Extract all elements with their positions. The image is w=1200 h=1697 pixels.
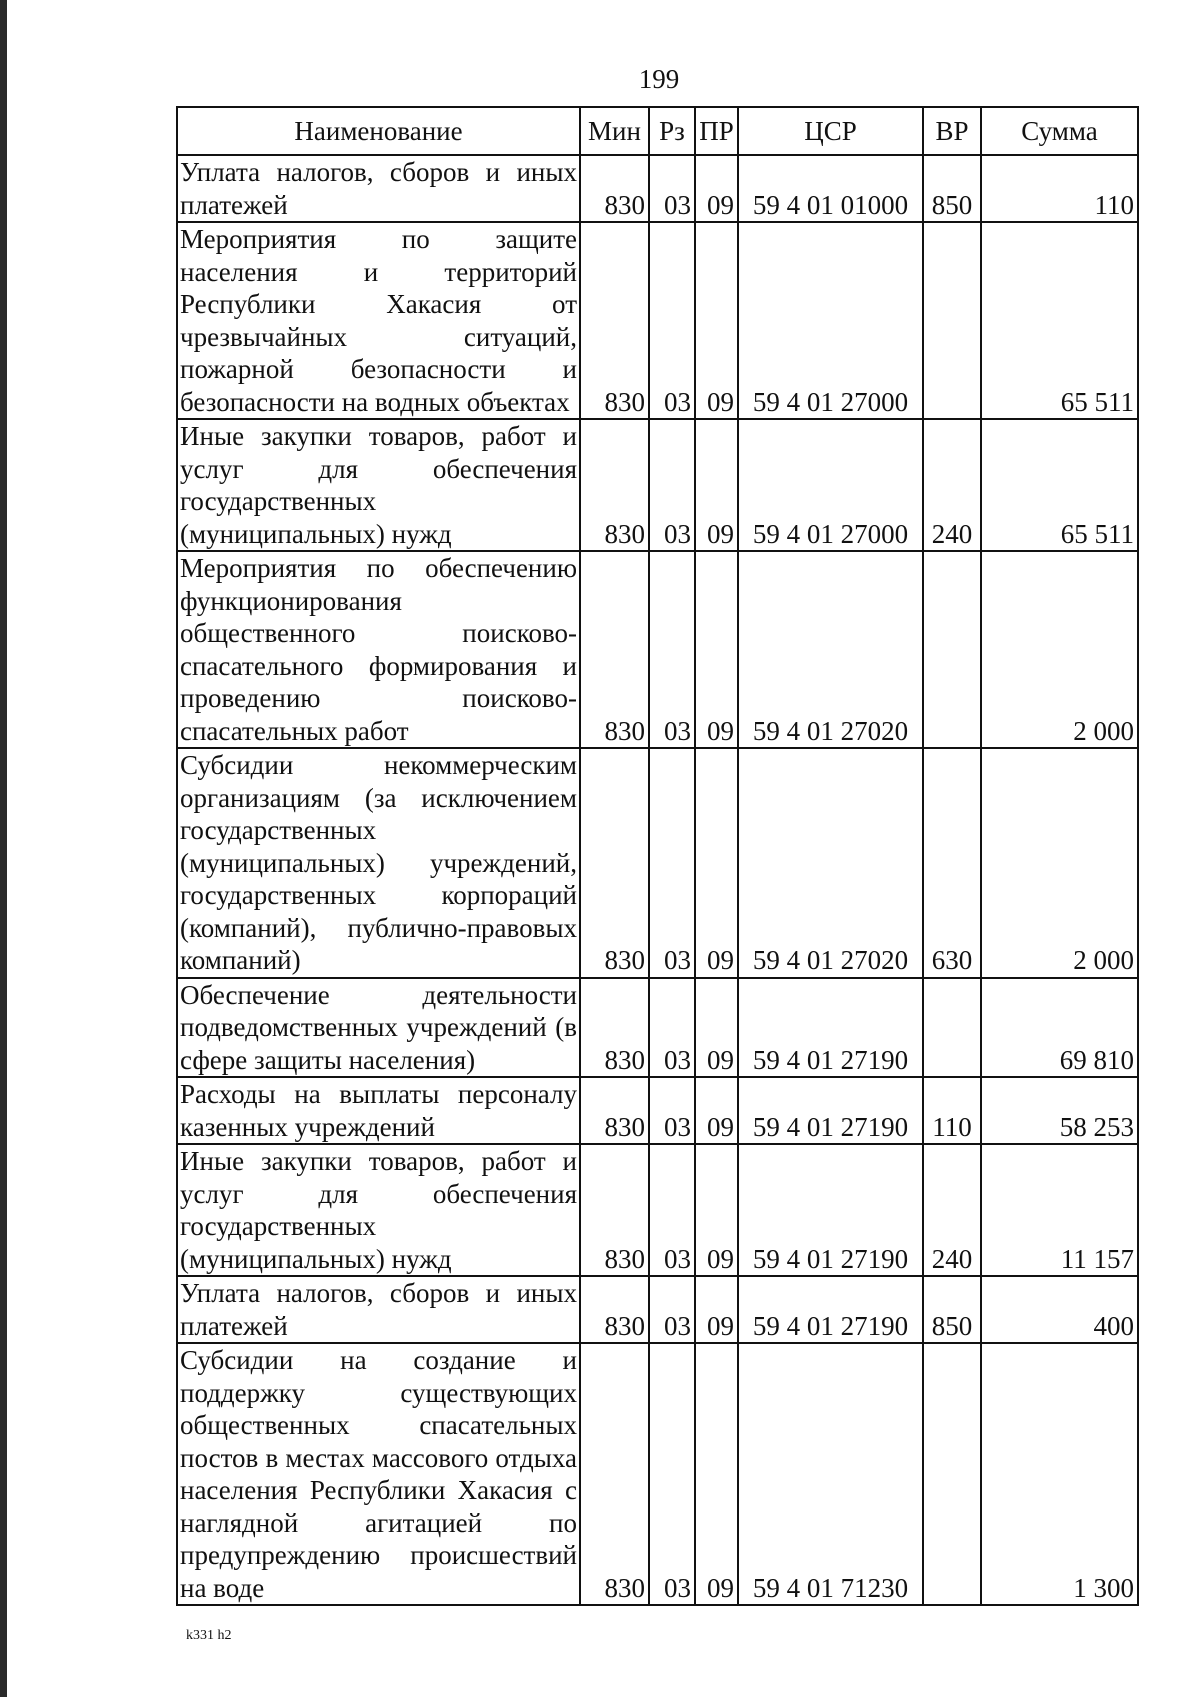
cell-min: 830 bbox=[580, 222, 649, 419]
cell-rz: 03 bbox=[649, 978, 695, 1078]
scan-left-edge bbox=[0, 0, 7, 1697]
table-row bbox=[177, 1144, 1138, 1276]
table-row bbox=[177, 222, 1138, 419]
cell-name: Уплата налогов, сборов и иных платежей bbox=[177, 155, 580, 222]
header-name: Наименование bbox=[177, 107, 580, 155]
cell-sum: 2 000 bbox=[981, 748, 1138, 978]
cell-min: 830 bbox=[580, 419, 649, 551]
cell-pr: 09 bbox=[695, 1276, 738, 1343]
cell-rz: 03 bbox=[649, 419, 695, 551]
cell-name: Уплата налогов, сборов и иных платежей bbox=[177, 1276, 580, 1343]
cell-sum: 2 000 bbox=[981, 551, 1138, 748]
cell-name: Обеспечение деятельности подведомственных учреждений (в сфере защиты населения) bbox=[177, 978, 580, 1078]
cell-csr: 59 4 01 27190 bbox=[738, 978, 923, 1078]
cell-pr: 09 bbox=[695, 1077, 738, 1144]
cell-vr bbox=[923, 1343, 981, 1605]
cell-pr: 09 bbox=[695, 551, 738, 748]
cell-vr: 110 bbox=[923, 1077, 981, 1144]
budget-table bbox=[176, 106, 1139, 1606]
table-row bbox=[177, 155, 1138, 222]
table-row bbox=[177, 748, 1138, 978]
cell-name: Субсидии на создание и поддержку существующих общественных спасательных постов в местах массового отдыха населения Республики Хакасия с наглядной агитацией по предупреждению происшествий на воде bbox=[177, 1343, 580, 1605]
cell-min: 830 bbox=[580, 1343, 649, 1605]
cell-csr: 59 4 01 27190 bbox=[738, 1276, 923, 1343]
table-row bbox=[177, 419, 1138, 551]
cell-rz: 03 bbox=[649, 1343, 695, 1605]
cell-sum: 1 300 bbox=[981, 1343, 1138, 1605]
cell-vr: 630 bbox=[923, 748, 981, 978]
cell-min: 830 bbox=[580, 155, 649, 222]
header-csr: ЦСР bbox=[738, 107, 923, 155]
header-row bbox=[177, 107, 1138, 155]
cell-pr: 09 bbox=[695, 155, 738, 222]
table-row bbox=[177, 551, 1138, 748]
cell-vr bbox=[923, 222, 981, 419]
cell-rz: 03 bbox=[649, 1276, 695, 1343]
cell-name: Иные закупки товаров, работ и услуг для обеспечения государственных (муниципальных) нужд bbox=[177, 419, 580, 551]
cell-rz: 03 bbox=[649, 155, 695, 222]
table-body bbox=[177, 155, 1138, 1605]
cell-name: Иные закупки товаров, работ и услуг для обеспечения государственных (муниципальных) нужд bbox=[177, 1144, 580, 1276]
cell-sum: 69 810 bbox=[981, 978, 1138, 1078]
cell-csr: 59 4 01 71230 bbox=[738, 1343, 923, 1605]
cell-min: 830 bbox=[580, 1077, 649, 1144]
cell-sum: 110 bbox=[981, 155, 1138, 222]
header-rz: Рз bbox=[649, 107, 695, 155]
header-min: Мин bbox=[580, 107, 649, 155]
cell-name: Мероприятия по защите населения и территорий Республики Хакасия от чрезвычайных ситуаций, пожарной безопасности и безопасности на водных объектах bbox=[177, 222, 580, 419]
cell-min: 830 bbox=[580, 978, 649, 1078]
cell-pr: 09 bbox=[695, 1144, 738, 1276]
cell-min: 830 bbox=[580, 748, 649, 978]
header-vr: ВР bbox=[923, 107, 981, 155]
cell-pr: 09 bbox=[695, 748, 738, 978]
cell-vr: 240 bbox=[923, 419, 981, 551]
cell-vr bbox=[923, 551, 981, 748]
cell-vr bbox=[923, 978, 981, 1078]
page-number: 199 bbox=[638, 64, 680, 94]
cell-sum: 400 bbox=[981, 1276, 1138, 1343]
cell-csr: 59 4 01 27000 bbox=[738, 222, 923, 419]
header-pr: ПР bbox=[695, 107, 738, 155]
cell-rz: 03 bbox=[649, 1077, 695, 1144]
cell-pr: 09 bbox=[695, 419, 738, 551]
cell-sum: 65 511 bbox=[981, 222, 1138, 419]
cell-csr: 59 4 01 27190 bbox=[738, 1077, 923, 1144]
table-row bbox=[177, 1077, 1138, 1144]
cell-min: 830 bbox=[580, 551, 649, 748]
footer-document-code: k331 h2 bbox=[186, 1628, 232, 1643]
cell-sum: 11 157 bbox=[981, 1144, 1138, 1276]
table-row bbox=[177, 1343, 1138, 1605]
cell-sum: 58 253 bbox=[981, 1077, 1138, 1144]
cell-pr: 09 bbox=[695, 1343, 738, 1605]
cell-pr: 09 bbox=[695, 222, 738, 419]
cell-rz: 03 bbox=[649, 1144, 695, 1276]
cell-min: 830 bbox=[580, 1144, 649, 1276]
cell-vr: 850 bbox=[923, 155, 981, 222]
cell-rz: 03 bbox=[649, 551, 695, 748]
cell-vr: 240 bbox=[923, 1144, 981, 1276]
table-row bbox=[177, 1276, 1138, 1343]
table-header bbox=[177, 107, 1138, 155]
cell-vr: 850 bbox=[923, 1276, 981, 1343]
cell-csr: 59 4 01 27000 bbox=[738, 419, 923, 551]
header-sum: Сумма bbox=[981, 107, 1138, 155]
cell-sum: 65 511 bbox=[981, 419, 1138, 551]
cell-csr: 59 4 01 27020 bbox=[738, 551, 923, 748]
cell-rz: 03 bbox=[649, 748, 695, 978]
cell-pr: 09 bbox=[695, 978, 738, 1078]
cell-min: 830 bbox=[580, 1276, 649, 1343]
cell-name: Мероприятия по обеспечению функционирования общественного поисково-спасательного формирования и проведению поисково-спасательных работ bbox=[177, 551, 580, 748]
cell-csr: 59 4 01 27020 bbox=[738, 748, 923, 978]
table-row bbox=[177, 978, 1138, 1078]
cell-name: Субсидии некоммерческим организациям (за исключением государственных (муниципальных) учреждений, государственных корпораций (компаний), публично-правовых компаний) bbox=[177, 748, 580, 978]
cell-csr: 59 4 01 27190 bbox=[738, 1144, 923, 1276]
cell-csr: 59 4 01 01000 bbox=[738, 155, 923, 222]
cell-name: Расходы на выплаты персоналу казенных учреждений bbox=[177, 1077, 580, 1144]
cell-rz: 03 bbox=[649, 222, 695, 419]
